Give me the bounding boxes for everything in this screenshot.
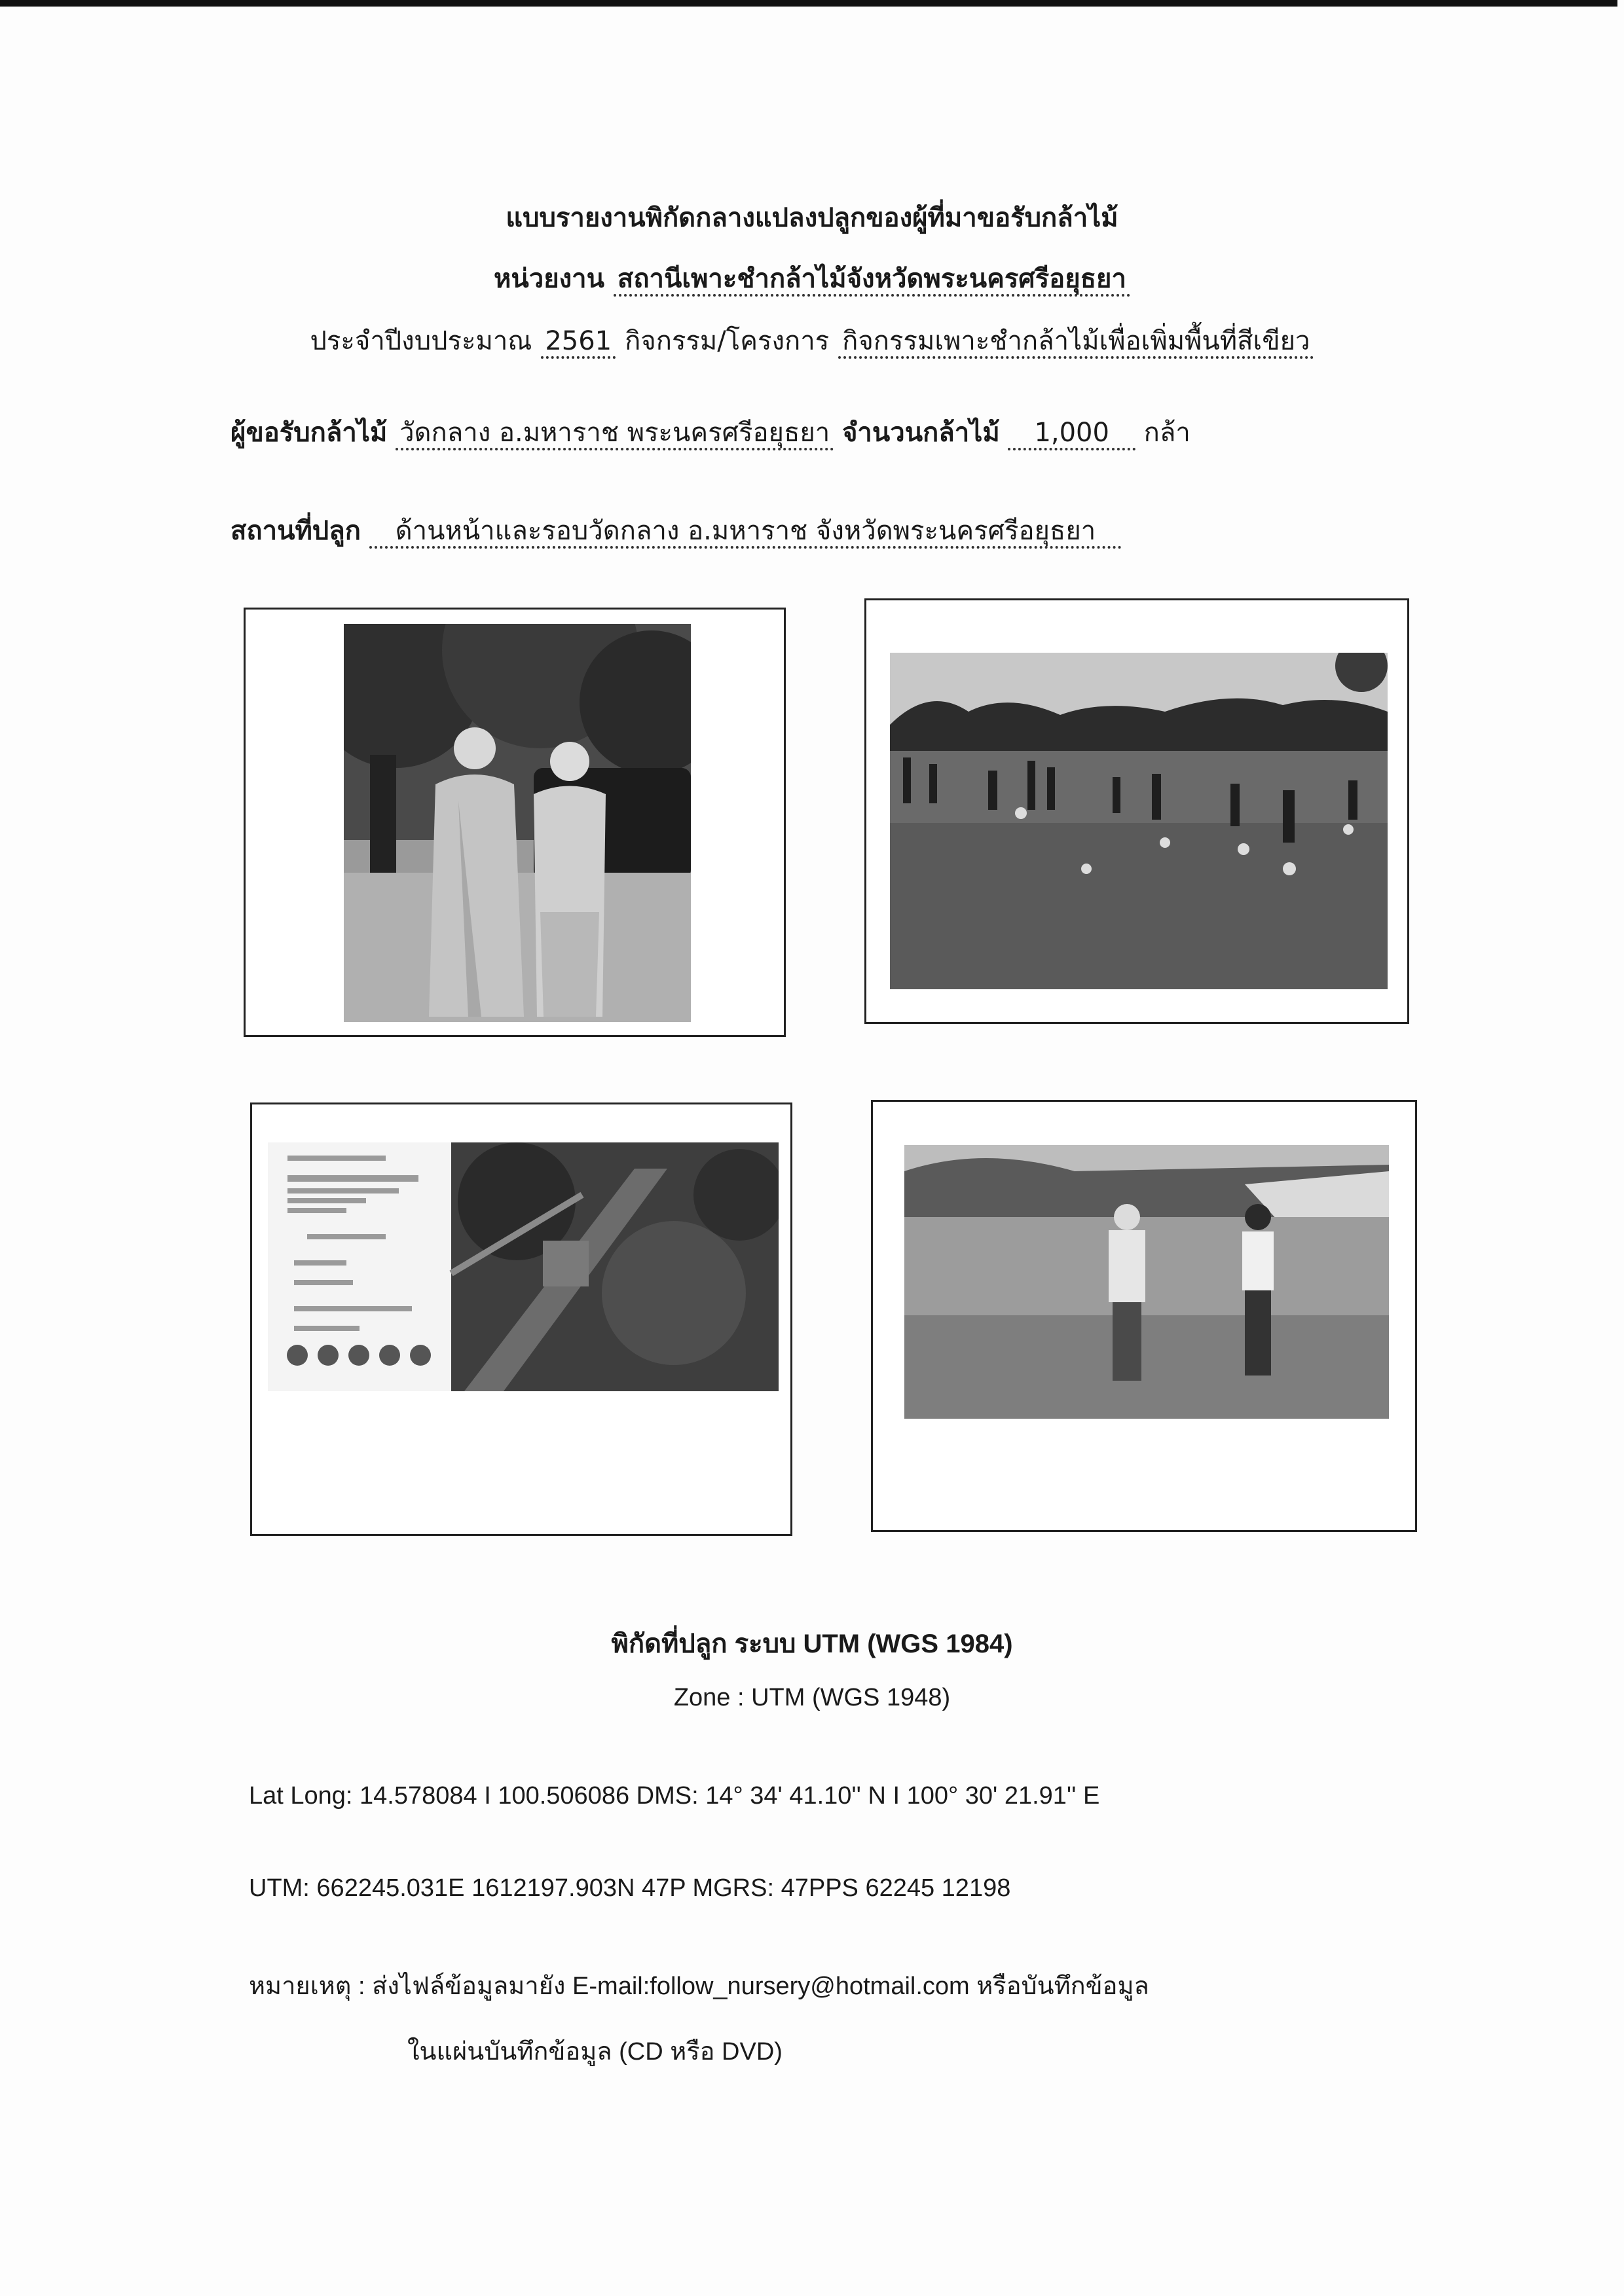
unit-label: หน่วยงาน [494, 264, 604, 294]
photo-frame-monks [244, 608, 786, 1037]
scan-top-edge [0, 0, 1617, 7]
photo-frame-people [871, 1100, 1417, 1532]
field-photo [890, 653, 1388, 989]
form-title: แบบรายงานพิกัดกลางแปลงปลูกของผู้ที่มาขอรับกล้าไม้ [506, 203, 1118, 233]
latlong-line: Lat Long: 14.578084 I 100.506086 DMS: 14° 34' 41.10'' N I 100° 30' 21.91'' E [249, 1782, 1100, 1810]
unit-value: สถานีเพาะชำกล้าไม้จังหวัดพระนครศรีอยุธยา [614, 264, 1130, 297]
monks-photo [344, 624, 691, 1022]
location-row [231, 509, 1122, 551]
map-screenshot [268, 1142, 779, 1391]
people-photo [904, 1145, 1389, 1419]
note-line2: ในแผ่นบันทึกข้อมูล (CD หรือ DVD) [407, 2038, 783, 2066]
requester-row [231, 411, 1190, 453]
activity-value: กิจกรรมเพาะชำกล้าไม้เพื่อเพิ่มพื้นที่สีเขียว [838, 326, 1314, 359]
count-label: จำนวนกล้าไม้ [841, 418, 1000, 448]
photo-frame-map [250, 1102, 792, 1536]
note-line1: หมายเหตุ : ส่งไฟล์ข้อมูลมายัง E-mail:follow_nursery@hotmail.com หรือบันทึกข้อมูล [249, 1973, 1149, 2000]
location-label: สถานที่ปลูก [231, 516, 361, 546]
utm-line: UTM: 662245.031E 1612197.903N 47P MGRS: 47PPS 62245 12198 [249, 1874, 1011, 1902]
requester-value: วัดกลาง อ.มหาราช พระนครศรีอยุธยา [396, 418, 834, 450]
photo-frame-field [864, 598, 1409, 1024]
map-screenshot-image [268, 1142, 779, 1391]
unit-line [0, 257, 1624, 299]
requester-label: ผู้ขอรับกล้าไม้ [231, 418, 388, 448]
count-unit: กล้า [1143, 418, 1190, 448]
field-photo-image [890, 653, 1388, 989]
coords-heading: พิกัดที่ปลูก ระบบ UTM (WGS 1984) [611, 1630, 1013, 1658]
people-photo-image [904, 1145, 1389, 1419]
fiscal-value: 2561 [541, 326, 616, 359]
monks-photo-image [344, 624, 691, 1022]
fiscal-label: ประจำปีงบประมาณ [310, 326, 532, 356]
count-value: 1,000 [1008, 418, 1135, 450]
location-value: ด้านหน้าและรอบวัดกลาง อ.มหาราช จังหวัดพระนครศรีอยุธยา [369, 516, 1122, 549]
activity-label: กิจกรรม/โครงการ [625, 326, 830, 356]
fiscal-line [0, 319, 1624, 361]
utm-zone: Zone : UTM (WGS 1948) [673, 1684, 951, 1711]
